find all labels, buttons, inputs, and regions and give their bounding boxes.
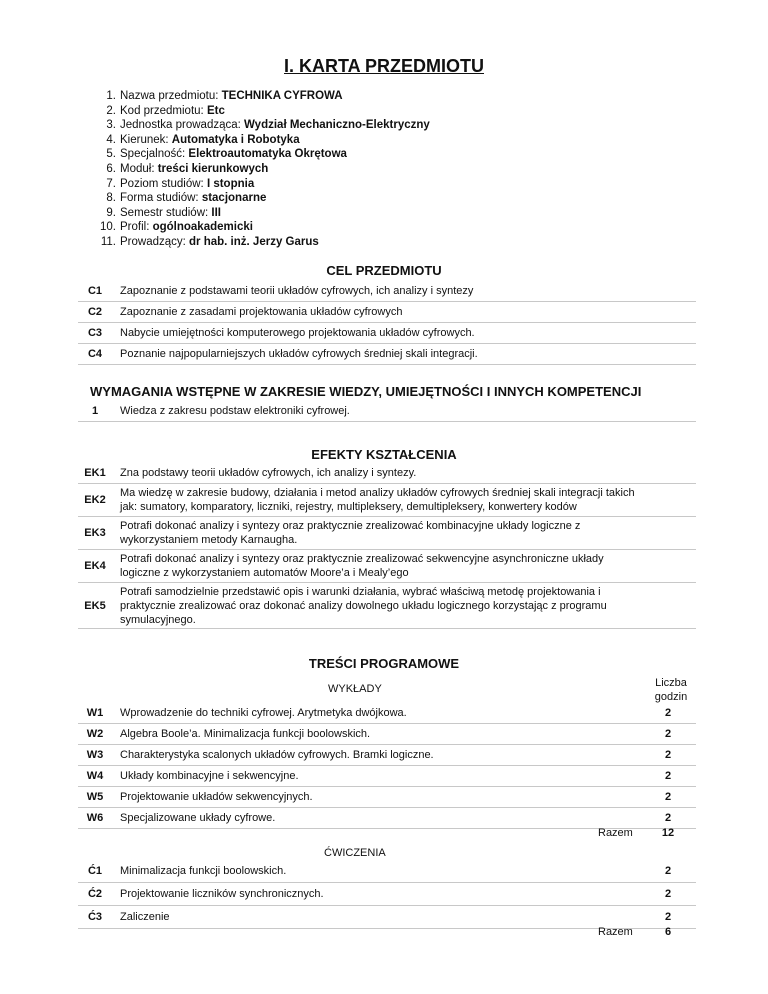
row-text: Potrafi dokonać analizy i syntezy oraz praktycznie zrealizować sekwencyjne asynchroniczne układy logiczne z wykorzystaniem automatów Moore’a i Mealy’ego: [120, 553, 604, 579]
row-hours: 2: [664, 812, 672, 824]
info-number: 4.: [106, 133, 116, 146]
info-value: stacjonarne: [201, 192, 267, 205]
info-number: 6.: [106, 162, 116, 175]
row-text: Układy kombinacyjne i sekwencyjne.: [120, 770, 299, 782]
info-value: Etc: [206, 104, 225, 117]
info-number: 8.: [106, 192, 116, 205]
row-code: Ć2: [87, 888, 103, 900]
info-value: Automatyka i Robotyka: [171, 133, 300, 146]
exercises-label: ĆWICZENIA: [324, 847, 386, 859]
row-code: C1: [87, 285, 103, 297]
table-row: [78, 583, 696, 629]
course-info-list: [92, 89, 430, 250]
info-label: Kierunek:: [120, 133, 172, 146]
objectives-table: [78, 281, 696, 365]
info-number: 1.: [106, 90, 116, 102]
info-number: 7.: [106, 177, 116, 190]
program-heading: TREŚCI PROGRAMOWE: [308, 656, 460, 671]
row-text: Charakterystyka scalonych układów cyfrowych. Bramki logiczne.: [120, 749, 434, 761]
row-text: Projektowanie układów sekwencyjnych.: [120, 791, 313, 803]
row-hours: 2: [664, 770, 672, 782]
row-text: Wprowadzenie do techniki cyfrowej. Arytmetyka dwójkowa.: [120, 707, 407, 719]
row-code: EK1: [84, 467, 106, 479]
row-code: EK2: [84, 494, 106, 506]
info-label: Jednostka prowadząca:: [120, 119, 245, 132]
table-row: [78, 344, 696, 365]
row-text: Nabycie umiejętności komputerowego projektowania układów cyfrowych.: [120, 327, 475, 339]
info-value: TECHNIKA CYFROWA: [221, 90, 343, 102]
lectures-total-value: 12: [661, 827, 675, 839]
row-code: W2: [86, 728, 104, 740]
table-row: [78, 302, 696, 323]
row-code: Ć1: [87, 865, 103, 877]
row-code: C4: [87, 348, 103, 360]
info-item: [92, 133, 430, 148]
row-text: Zapoznanie z zasadami projektowania układów cyfrowych: [120, 306, 403, 318]
row-text: Zna podstawy teorii układów cyfrowych, ich analizy i syntezy.: [120, 467, 417, 479]
info-item: [92, 162, 430, 177]
row-hours: 2: [664, 707, 672, 719]
table-row: [78, 463, 696, 484]
info-label: Kod przedmiotu:: [120, 104, 207, 117]
info-item: [92, 89, 430, 104]
row-hours: 2: [664, 749, 672, 761]
info-label: Forma studiów:: [120, 192, 202, 205]
row-text: Potrafi dokonać analizy i syntezy oraz praktycznie zrealizować kombinacyjne układy logiczne z wykorzystaniem metody Karnaugha.: [120, 520, 581, 546]
row-hours: 2: [664, 865, 672, 877]
row-text: Specjalizowane układy cyfrowe.: [120, 812, 276, 824]
info-number: 3.: [106, 119, 116, 132]
row-code: EK4: [84, 560, 106, 572]
row-code: 1: [91, 405, 99, 417]
row-hours: 2: [664, 728, 672, 740]
table-row: [78, 883, 696, 906]
info-item: [92, 235, 430, 250]
table-row: [78, 808, 696, 829]
table-row: [78, 787, 696, 808]
row-text: Ma wiedzę w zakresie budowy, działania i metod analizy układów cyfrowych średniej skali integracji takich jak: sumatory, komparatory, liczniki, rejestry, multipleksery, demultipleksery, konwertery kodów: [120, 487, 635, 513]
info-item: [92, 206, 430, 221]
hours-header: [648, 676, 694, 704]
info-value: treści kierunkowych: [157, 162, 269, 175]
table-row: [78, 323, 696, 344]
table-row: [78, 703, 696, 724]
row-code: W5: [86, 791, 104, 803]
row-text: Minimalizacja funkcji boolowskich.: [120, 865, 287, 877]
row-code: W4: [86, 770, 104, 782]
lectures-total-label: Razem: [598, 827, 633, 839]
exercises-total-label: Razem: [598, 926, 633, 938]
row-hours: 2: [664, 911, 672, 923]
row-text: Algebra Boole’a. Minimalizacja funkcji boolowskich.: [120, 728, 371, 740]
table-row: [78, 724, 696, 745]
exercises-total-value: 6: [664, 926, 672, 938]
row-text: Potrafi samodzielnie przedstawić opis i warunki działania, wybrać właściwą metodę projektowania i praktycznie zrealizować oraz dokonać analizy dowolnego układu logicznego korzystając z programu symulacyjnego.: [120, 586, 607, 626]
table-row: [78, 484, 696, 517]
table-row: [78, 281, 696, 302]
row-code: Ć3: [87, 911, 103, 923]
row-text: Projektowanie liczników synchronicznych.: [120, 888, 324, 900]
row-code: EK5: [84, 599, 106, 612]
table-row: [78, 550, 696, 583]
info-item: [92, 147, 430, 162]
row-text: Wiedza z zakresu podstaw elektroniki cyfrowej.: [120, 405, 350, 417]
info-value: ogólnoakademicki: [152, 221, 253, 234]
info-value: I stopnia: [206, 177, 255, 190]
info-value: dr hab. inż. Jerzy Garus: [189, 235, 319, 248]
info-number: 11.: [100, 235, 116, 248]
info-label: Specjalność:: [120, 148, 189, 161]
table-row: [78, 517, 696, 550]
info-item: [92, 191, 430, 206]
info-item: [92, 118, 430, 133]
lectures-label: WYKŁADY: [328, 683, 382, 695]
row-code: W6: [86, 812, 104, 824]
table-row: [78, 860, 696, 883]
table-row: [78, 766, 696, 787]
info-number: 5.: [106, 148, 116, 161]
info-item: [92, 177, 430, 192]
requirements-heading: WYMAGANIA WSTĘPNE W ZAKRESIE WIEDZY, UMIEJĘTNOŚCI I INNYCH KOMPETENCJI: [90, 384, 642, 399]
row-hours: 2: [664, 888, 672, 900]
info-label: Moduł:: [120, 162, 158, 175]
hours-header-line-2: godzin: [654, 691, 688, 703]
table-row: [78, 401, 696, 422]
objectives-heading: CEL PRZEDMIOTU: [326, 263, 442, 278]
info-number: 10.: [100, 221, 116, 234]
row-hours: 2: [664, 791, 672, 803]
info-label: Nazwa przedmiotu:: [120, 90, 222, 102]
row-text: Zapoznanie z podstawami teorii układów cyfrowych, ich analizy i syntezy: [120, 285, 474, 297]
info-label: Profil:: [120, 221, 153, 234]
row-text: Zaliczenie: [120, 911, 170, 923]
info-value: III: [211, 206, 221, 219]
row-text: Poznanie najpopularniejszych układów cyfrowych średniej skali integracji.: [120, 348, 478, 360]
info-item: [92, 220, 430, 235]
info-value: Wydział Mechaniczno-Elektryczny: [244, 119, 430, 132]
info-value: Elektroautomatyka Okrętowa: [188, 148, 347, 161]
info-label: Poziom studiów:: [120, 177, 207, 190]
row-code: W1: [86, 707, 104, 719]
outcomes-heading: EFEKTY KSZTAŁCENIA: [311, 447, 457, 462]
row-code: C2: [87, 306, 103, 318]
page-title: I. KARTA PRZEDMIOTU: [284, 56, 484, 76]
table-row: [78, 745, 696, 766]
exercises-table: [78, 860, 696, 929]
lectures-table: [78, 703, 696, 829]
requirements-table: [78, 401, 696, 422]
info-label: Prowadzący:: [120, 235, 190, 248]
hours-header-line-1: Liczba: [655, 677, 687, 689]
row-code: EK3: [84, 527, 106, 539]
info-number: 9.: [106, 206, 116, 219]
info-label: Semestr studiów:: [120, 206, 212, 219]
info-item: [92, 104, 430, 119]
row-code: C3: [87, 327, 103, 339]
outcomes-table: [78, 463, 696, 629]
row-code: W3: [86, 749, 104, 761]
info-number: 2.: [106, 104, 116, 117]
